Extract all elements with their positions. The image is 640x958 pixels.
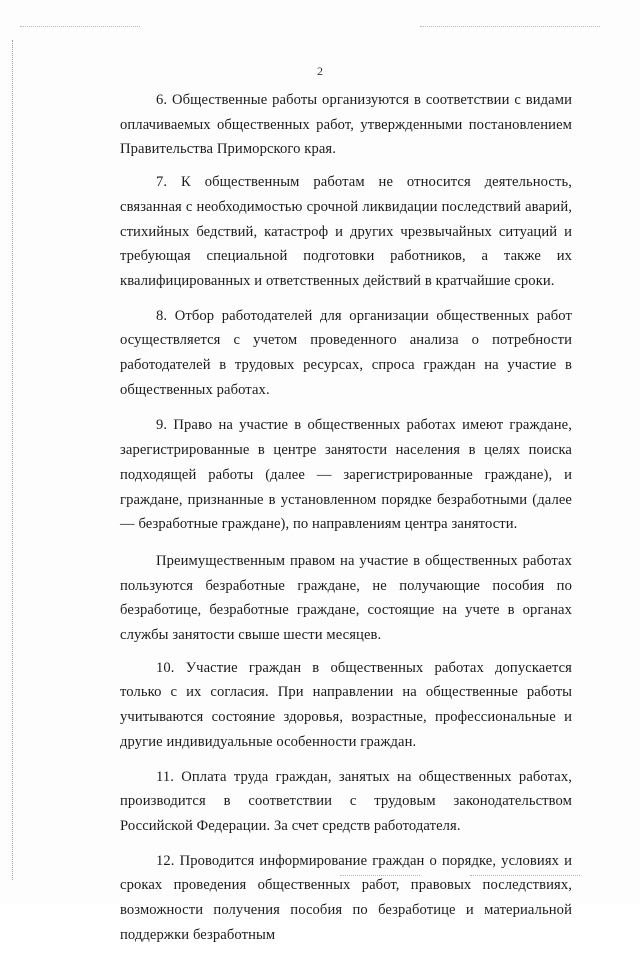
paragraph-8: 8. Отбор работодателей для организации общественных работ осуществляется с учетом проведенного анализа о потребности работодателей в трудовых ресурсах, спроса граждан на участие в общественных работах.: [120, 307, 572, 398]
paragraph-9-priority: Преимущественным правом на участие в общественных работах пользуются безработные граждане, не получающие пособия по безработице, безработные граждане, состоящие на учете в органах службы занятости свыше шести месяцев.: [120, 552, 572, 644]
paragraph-11: 11. Оплата труда граждан, занятых на общественных работах, производится в соответствии с трудовым законодательством Российской Федерации. За счет средств работодателя.: [120, 768, 572, 834]
paragraph-10: 10. Участие граждан в общественных работах допускается только с их согласия. При направлении на общественные работы учитываются состояние здоровья, возрастные, профессиональные и другие индивидуальные особенности граждан.: [120, 659, 572, 750]
document-body: [120, 88, 572, 958]
paragraph-12: 12. Проводится информирование граждан о порядке, условиях и сроках проведения общественных работ, правовых последствиях, возможности получения пособия по безработице и материальной поддержки безработным: [120, 852, 572, 943]
scan-noise-top-right: [420, 26, 600, 31]
paragraph-7: 7. К общественным работам не относится деятельность, связанная с необходимостью срочной ликвидации последствий аварий, стихийных бедствий, катастроф и других чрезвычайных ситуаций и требующая специальной подготовки работников, а также их квалифицированных и ответственных действий в кратчайшие сроки.: [120, 174, 572, 289]
page-number: 2: [317, 64, 323, 78]
paragraph-9: 9. Право на участие в общественных работах имеют граждане, зарегистрированные в центре занятости населения в целях поиска подходящей работы (далее — зарегистрированные граждане), и граждане, признанные в установленном порядке безработными (далее — безработные граждане), по направлениям центра занятости.: [120, 417, 572, 533]
scan-noise-top-left: [20, 26, 140, 31]
paragraph-6: 6. Общественные работы организуются в соответствии с видами оплачиваемых общественных работ, утвержденными постановлением Правительства Приморского края.: [120, 92, 572, 158]
scan-edge-artifact: [12, 40, 13, 880]
